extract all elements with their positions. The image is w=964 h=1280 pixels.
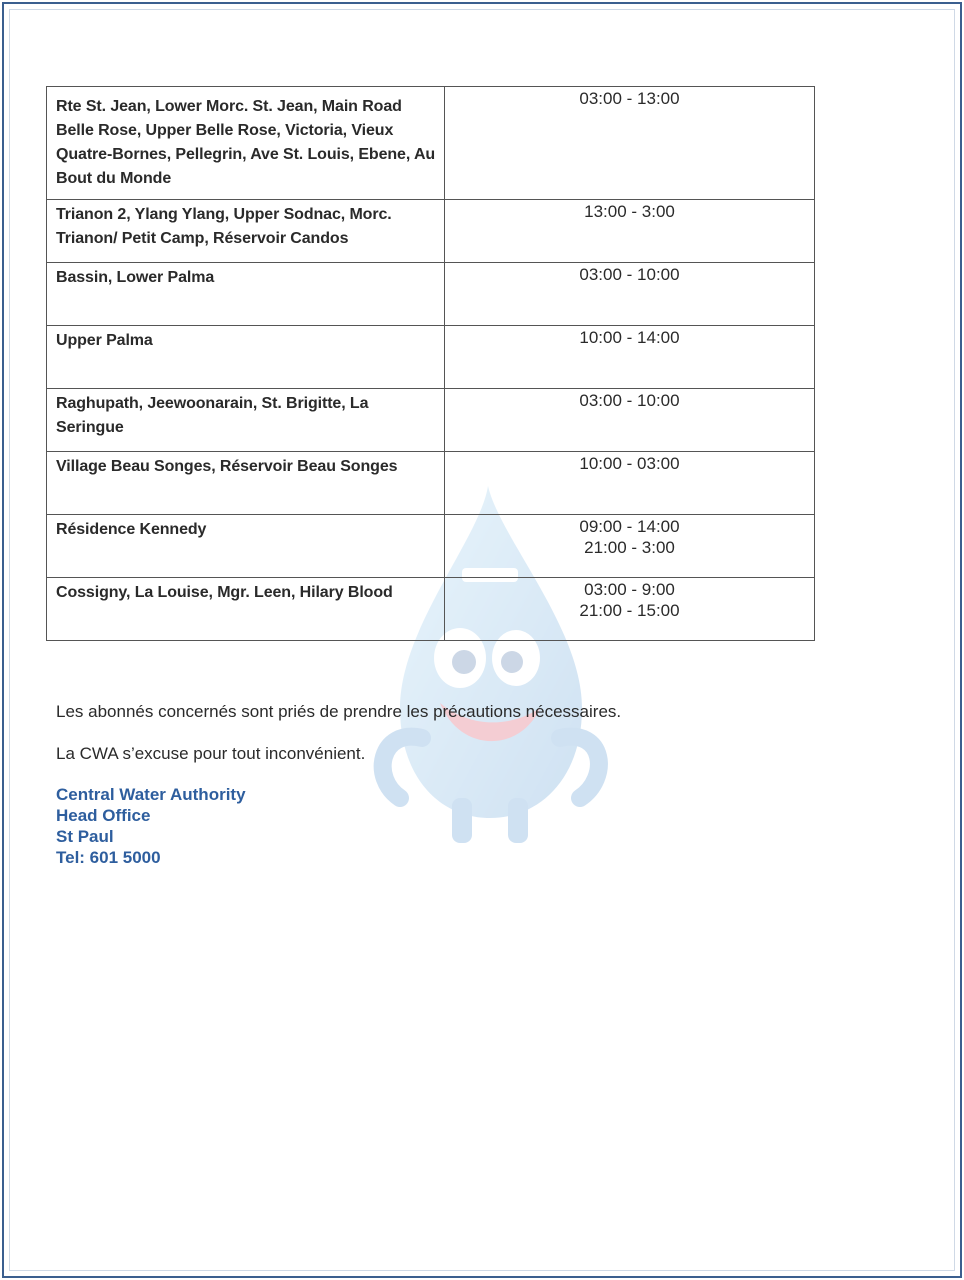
table-row [47,326,815,389]
contact-office: Head Office [56,806,151,825]
area-cell: Upper Palma [47,326,445,389]
hours-range: 21:00 - 3:00 [584,538,675,557]
precautions-notice: Les abonnés concernés sont priés de prendre les précautions nécessaires. [56,702,622,721]
hours-cell [445,263,815,326]
interruption-schedule-table [46,86,815,641]
contact-location: St Paul [56,827,114,846]
area-cell: Résidence Kennedy [47,515,445,578]
table-row [47,515,815,578]
hours-cell [445,452,815,515]
hours-range: 03:00 - 10:00 [579,265,680,284]
table-row [47,578,815,641]
table-row [47,263,815,326]
hours-cell [445,389,815,452]
hours-range: 10:00 - 03:00 [579,454,680,473]
area-cell: Bassin, Lower Palma [47,263,445,326]
hours-cell [445,515,815,578]
area-cell: Cossigny, La Louise, Mgr. Leen, Hilary Blood [47,578,445,641]
hours-cell [445,578,815,641]
area-cell: Trianon 2, Ylang Ylang, Upper Sodnac, Morc. Trianon/ Petit Camp, Réservoir Candos [47,200,445,263]
hours-range: 03:00 - 9:00 [584,580,675,599]
contact-organization: Central Water Authority [56,785,246,804]
table-row [47,87,815,200]
hours-cell [445,326,815,389]
hours-range: 09:00 - 14:00 [579,517,680,536]
table-row [47,200,815,263]
hours-range: 21:00 - 15:00 [579,601,680,620]
table-row [47,452,815,515]
hours-cell [445,87,815,200]
area-cell: Raghupath, Jeewoonarain, St. Brigitte, La Seringue [47,389,445,452]
hours-range: 03:00 - 10:00 [579,391,680,410]
hours-cell [445,200,815,263]
area-cell: Village Beau Songes, Réservoir Beau Songes [47,452,445,515]
contact-block [56,784,246,868]
hours-range: 03:00 - 13:00 [579,89,680,108]
hours-range: 10:00 - 14:00 [579,328,680,347]
hours-range: 13:00 - 3:00 [584,202,675,221]
apology-notice: La CWA s’excuse pour tout inconvénient. [56,744,366,763]
table-row [47,389,815,452]
area-cell: Rte St. Jean, Lower Morc. St. Jean, Main Road Belle Rose, Upper Belle Rose, Victoria, Vieux Quatre-Bornes, Pellegrin, Ave St. Louis, Ebene, Au Bout du Monde [47,87,445,200]
contact-phone: Tel: 601 5000 [56,848,161,867]
